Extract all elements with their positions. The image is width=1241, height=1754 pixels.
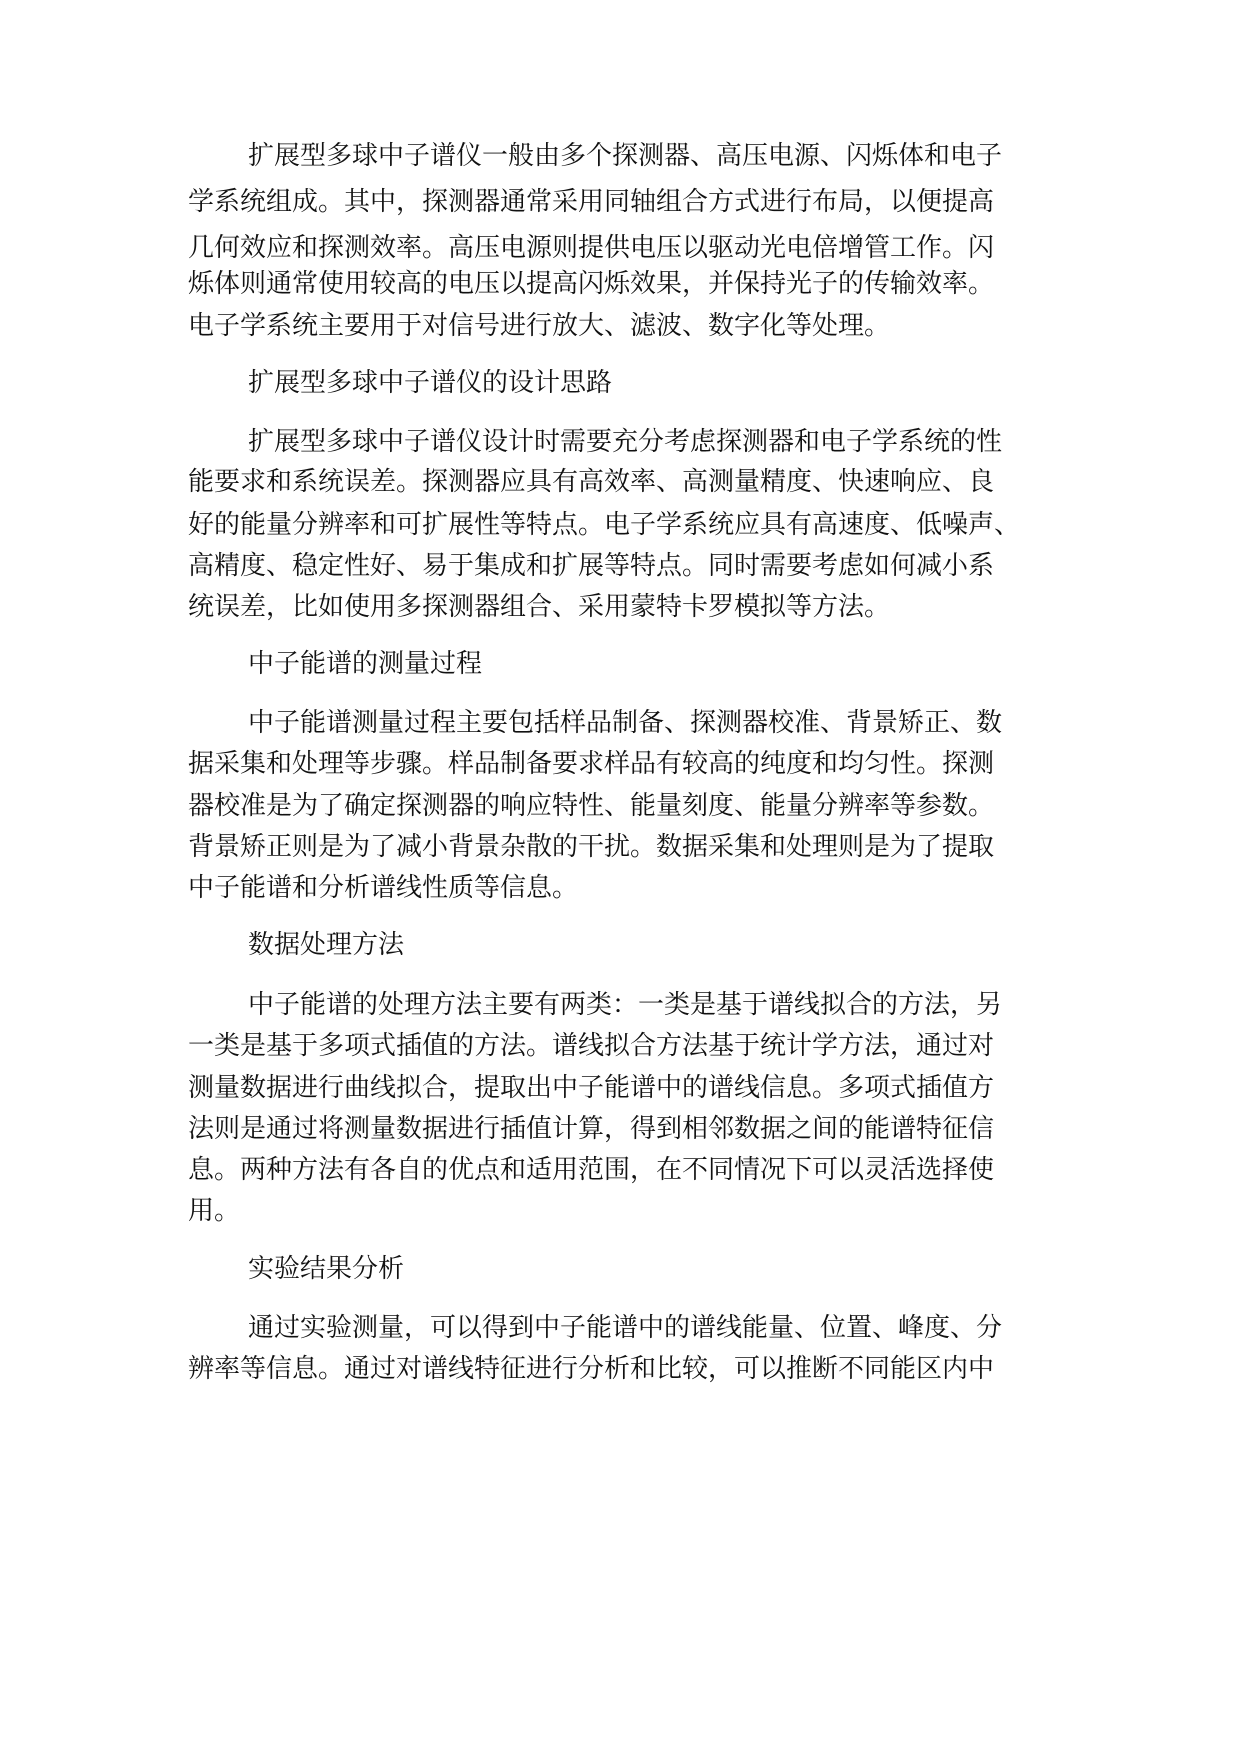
paragraph-4-line-4: 法则是通过将测量数据进行插值计算，得到相邻数据之间的能谱特征信 (188, 1114, 995, 1144)
paragraph-2-line-1: 扩展型多球中子谱仪设计时需要充分考虑探测器和电子学系统的性 (248, 427, 1003, 457)
paragraph-1-line-5: 电子学系统主要用于对信号进行放大、滤波、数字化等处理。 (188, 311, 891, 341)
paragraph-4-line-5: 息。两种方法有各自的优点和适用范围，在不同情况下可以灵活选择使 (188, 1155, 995, 1185)
paragraph-4-line-2: 一类是基于多项式插值的方法。谱线拟合方法基于统计学方法，通过对 (188, 1031, 995, 1061)
paragraph-3-line-3: 器校准是为了确定探测器的响应特性、能量刻度、能量分辨率等参数。 (188, 791, 995, 821)
paragraph-1-line-1: 扩展型多球中子谱仪一般由多个探测器、高压电源、闪烁体和电子 (248, 141, 1003, 171)
paragraph-1-line-2: 学系统组成。其中，探测器通常采用同轴组合方式进行布局，以便提高 (188, 187, 995, 217)
paragraph-4-line-6: 用。 (188, 1196, 241, 1226)
paragraph-2-line-3: 好的能量分辨率和可扩展性等特点。电子学系统应具有高速度、低噪声、 (188, 510, 1021, 540)
paragraph-3-line-2: 据采集和处理等步骤。样品制备要求样品有较高的纯度和均匀性。探测 (188, 749, 995, 779)
paragraph-1-line-4: 烁体则通常使用较高的电压以提高闪烁效果，并保持光子的传输效率。 (188, 269, 995, 299)
paragraph-3-line-5: 中子能谱和分析谱线性质等信息。 (188, 873, 579, 903)
paragraph-4-line-1: 中子能谱的处理方法主要有两类：一类是基于谱线拟合的方法，另 (248, 990, 1003, 1020)
paragraph-3-line-1: 中子能谱测量过程主要包括样品制备、探测器校准、背景矫正、数 (248, 708, 1003, 738)
paragraph-4-line-3: 测量数据进行曲线拟合，提取出中子能谱中的谱线信息。多项式插值方 (188, 1073, 995, 1103)
paragraph-3-line-4: 背景矫正则是为了减小背景杂散的干扰。数据采集和处理则是为了提取 (188, 832, 995, 862)
section-heading-design: 扩展型多球中子谱仪的设计思路 (248, 368, 613, 398)
paragraph-5-line-2: 辨率等信息。通过对谱线特征进行分析和比较，可以推断不同能区内中 (188, 1354, 995, 1384)
paragraph-2-line-4: 高精度、稳定性好、易于集成和扩展等特点。同时需要考虑如何减小系 (188, 551, 995, 581)
paragraph-2-line-5: 统误差，比如使用多探测器组合、采用蒙特卡罗模拟等方法。 (188, 592, 891, 622)
section-heading-measurement: 中子能谱的测量过程 (248, 649, 483, 679)
section-heading-results: 实验结果分析 (248, 1254, 405, 1284)
paragraph-5-line-1: 通过实验测量，可以得到中子能谱中的谱线能量、位置、峰度、分 (248, 1313, 1003, 1343)
paragraph-1-line-3: 几何效应和探测效率。高压电源则提供电压以驱动光电倍增管工作。闪 (188, 233, 995, 263)
section-heading-data-processing: 数据处理方法 (248, 930, 405, 960)
paragraph-2-line-2: 能要求和系统误差。探测器应具有高效率、高测量精度、快速响应、良 (188, 467, 995, 497)
